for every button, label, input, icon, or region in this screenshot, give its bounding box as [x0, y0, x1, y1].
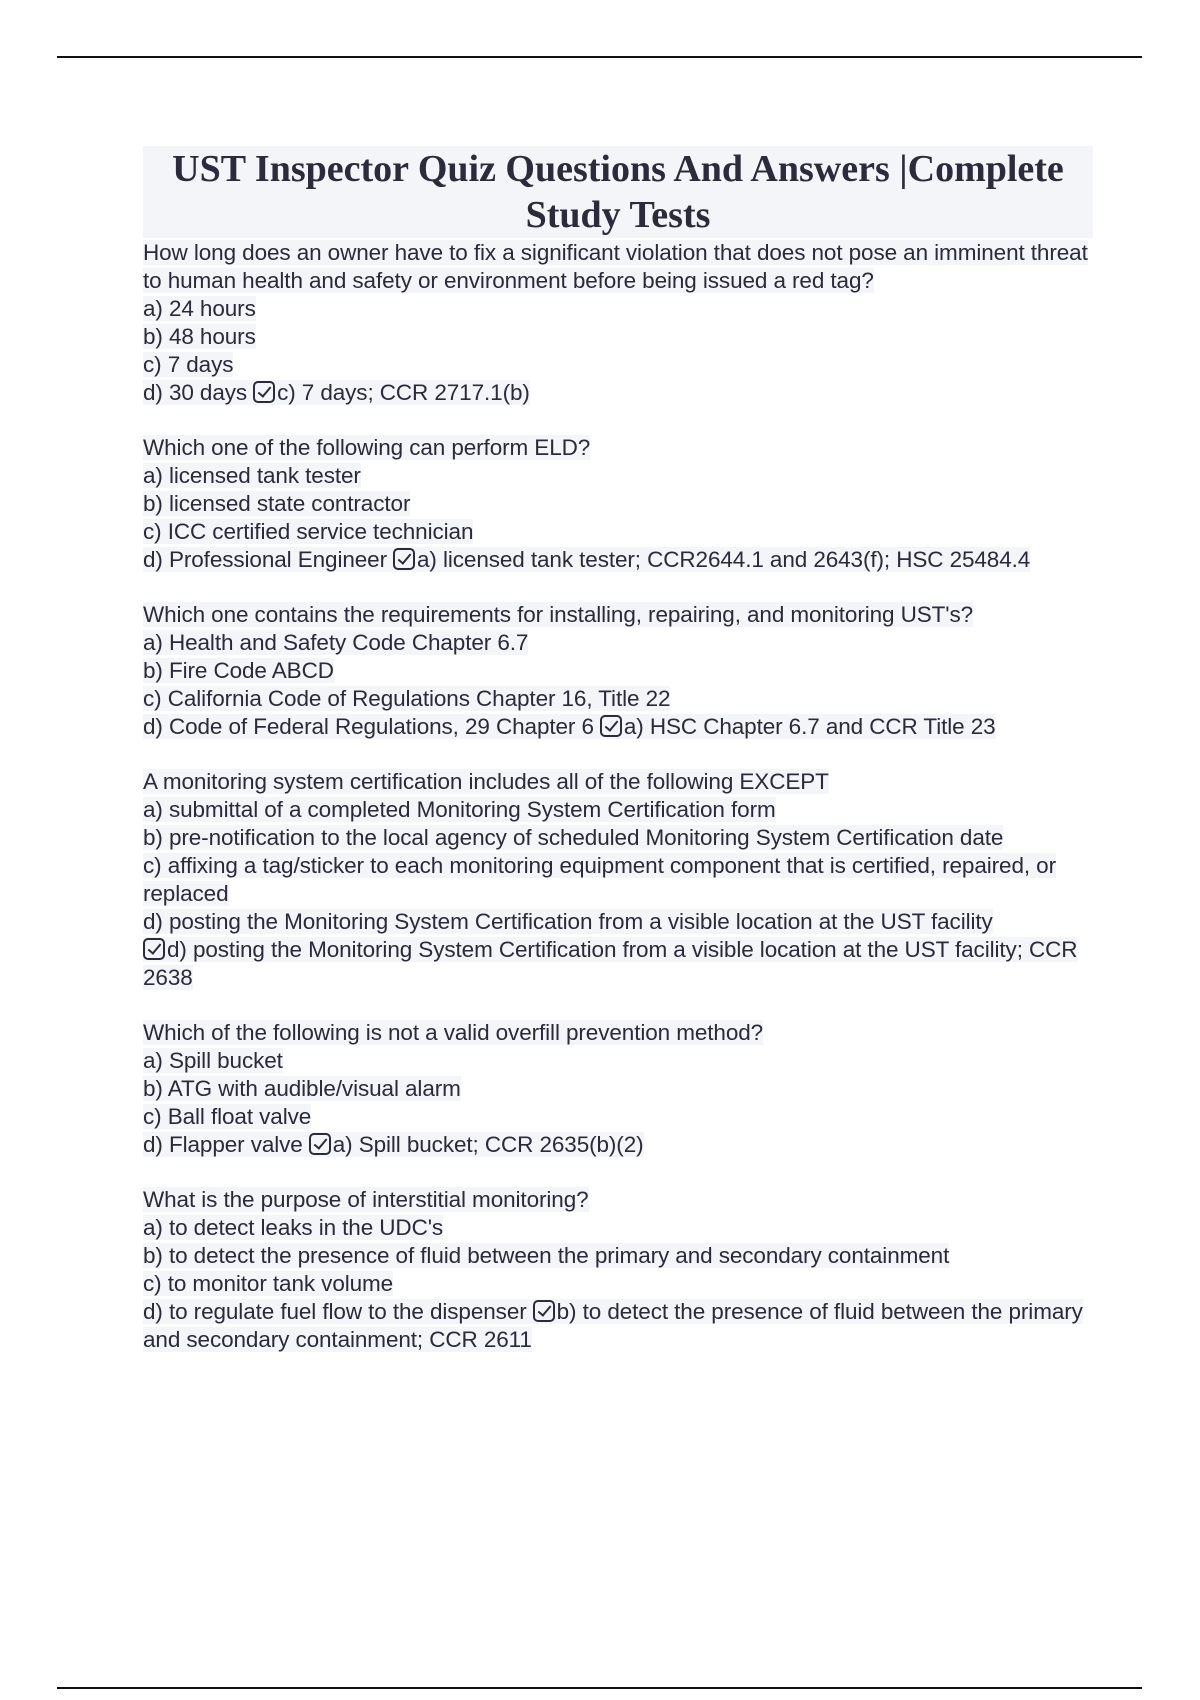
- option-c: c) affixing a tag/sticker to each monitoring equipment component that is certified, repaired, or replaced: [143, 853, 1056, 906]
- question-block-2: [143, 434, 1093, 574]
- option-d: d) Flapper valve: [143, 1132, 303, 1157]
- option-b: b) to detect the presence of fluid between the primary and secondary containment: [143, 1243, 950, 1268]
- option-b: b) licensed state contractor: [143, 491, 411, 516]
- question-block-4: [143, 768, 1093, 992]
- option-b: b) ATG with audible/visual alarm: [143, 1076, 461, 1101]
- option-b: b) Fire Code ABCD: [143, 658, 334, 683]
- option-d-with-answer: [143, 379, 1093, 407]
- title-line-2: Study Tests: [525, 194, 711, 236]
- checkbox-checked-icon: [533, 1300, 555, 1322]
- checkbox-checked-icon: [600, 715, 622, 737]
- option-c: c) California Code of Regulations Chapter 16, Title 22: [143, 686, 671, 711]
- question-block-3: [143, 601, 1093, 741]
- question-text: A monitoring system certification includes all of the following EXCEPT: [143, 769, 829, 794]
- answer-text: a) Spill bucket; CCR 2635(b)(2): [332, 1132, 644, 1157]
- option-b: b) 48 hours: [143, 324, 256, 349]
- option-c: c) to monitor tank volume: [143, 1271, 394, 1296]
- option-d: d) posting the Monitoring System Certification from a visible location at the UST facility: [143, 909, 993, 934]
- checkbox-checked-icon: [253, 381, 275, 403]
- question-text: Which of the following is not a valid overfill prevention method?: [143, 1020, 764, 1045]
- checkbox-checked-icon: [143, 938, 165, 960]
- question-block-5: [143, 1019, 1093, 1159]
- option-a: a) 24 hours: [143, 296, 256, 321]
- option-d-with-answer: [143, 713, 1093, 741]
- checkbox-checked-icon: [309, 1133, 331, 1155]
- option-d-with-answer: [143, 546, 1093, 574]
- option-b: b) pre-notification to the local agency of scheduled Monitoring System Certification date: [143, 825, 1004, 850]
- option-d-with-answer: [143, 1131, 1093, 1159]
- header-rule: [57, 56, 1142, 58]
- answer-line: [143, 936, 1093, 992]
- document-body: [143, 146, 1093, 1381]
- question-text: Which one contains the requirements for installing, repairing, and monitoring UST's?: [143, 602, 974, 627]
- option-a: a) Health and Safety Code Chapter 6.7: [143, 630, 529, 655]
- option-c: c) ICC certified service technician: [143, 519, 474, 544]
- answer-text: d) posting the Monitoring System Certification from a visible location at the UST facility; CCR 2638: [143, 937, 1078, 990]
- checkbox-checked-icon: [393, 548, 415, 570]
- title-line-1: UST Inspector Quiz Questions And Answers |Complete: [172, 148, 1064, 190]
- option-a: a) submittal of a completed Monitoring System Certification form: [143, 797, 776, 822]
- option-d: d) to regulate fuel flow to the dispenser: [143, 1299, 527, 1324]
- option-d: d) Professional Engineer: [143, 547, 387, 572]
- document-title: [143, 146, 1093, 238]
- answer-text: c) 7 days; CCR 2717.1(b): [277, 380, 530, 405]
- option-c: c) Ball float valve: [143, 1104, 312, 1129]
- option-a: a) licensed tank tester: [143, 463, 361, 488]
- option-d-with-answer: [143, 1298, 1093, 1354]
- option-d: d) Code of Federal Regulations, 29 Chapter 6: [143, 714, 594, 739]
- question-text: Which one of the following can perform ELD?: [143, 435, 591, 460]
- footer-rule: [57, 1687, 1142, 1689]
- question-block-6: [143, 1186, 1093, 1354]
- option-d: d) 30 days: [143, 380, 248, 405]
- option-c: c) 7 days: [143, 352, 234, 377]
- answer-text: a) licensed tank tester; CCR2644.1 and 2643(f); HSC 25484.4: [417, 547, 1031, 572]
- answer-text: b) to detect the presence of fluid between the primary and secondary containment; CCR 2611: [143, 1299, 1083, 1352]
- question-block-1: [143, 239, 1093, 407]
- question-text: How long does an owner have to fix a significant violation that does not pose an imminent threat to human health and safety or environment before being issued a red tag?: [143, 240, 1088, 293]
- question-text: What is the purpose of interstitial monitoring?: [143, 1187, 589, 1212]
- answer-text: a) HSC Chapter 6.7 and CCR Title 23: [623, 714, 996, 739]
- option-a: a) Spill bucket: [143, 1048, 283, 1073]
- option-a: a) to detect leaks in the UDC's: [143, 1215, 444, 1240]
